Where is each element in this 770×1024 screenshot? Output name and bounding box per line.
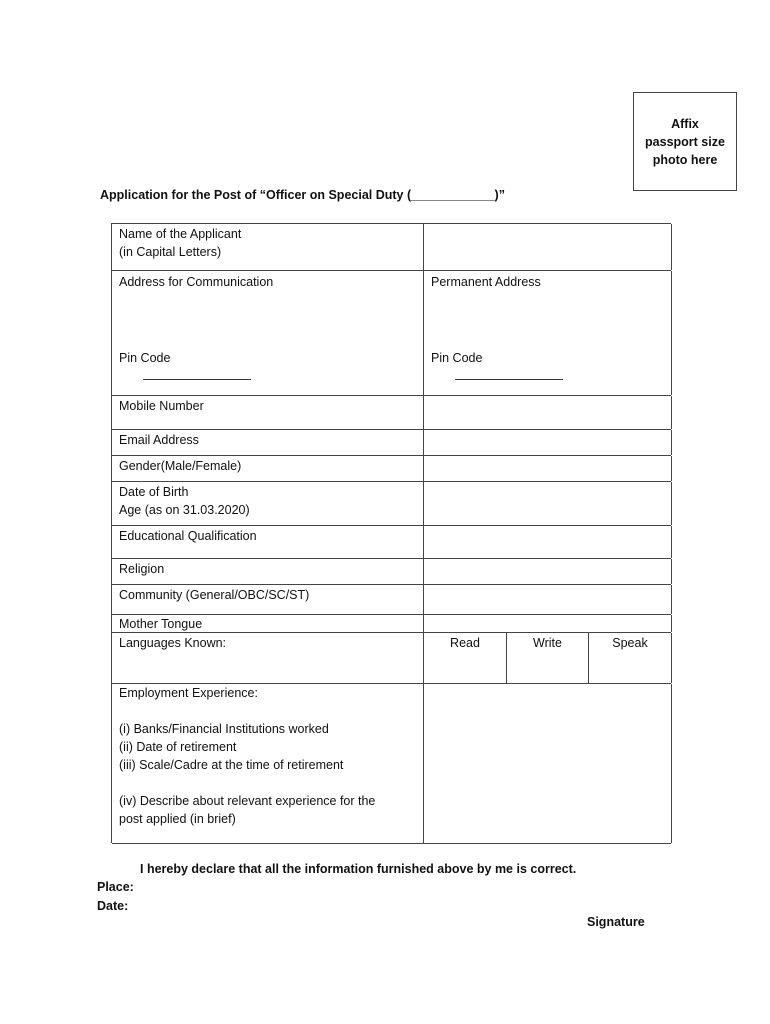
photo-box-line: passport size: [645, 134, 725, 149]
employment-item: (iii) Scale/Cadre at the time of retirement: [119, 758, 344, 772]
row-mother-tongue: [112, 615, 671, 633]
address-communication-label: Address for Communication: [119, 275, 274, 289]
education-field[interactable]: [424, 526, 672, 558]
language-read-field[interactable]: [424, 633, 507, 683]
employment-item: (iv) Describe about relevant experience for the: [119, 794, 376, 808]
religion-label-cell: [112, 559, 424, 584]
mobile-field[interactable]: [424, 396, 672, 429]
employment-field[interactable]: [424, 684, 672, 843]
row-dob: [112, 482, 671, 526]
row-gender: [112, 456, 671, 482]
passport-photo-box: [633, 92, 737, 191]
email-label: Email Address: [119, 433, 199, 447]
employment-item: (i) Banks/Financial Institutions worked: [119, 722, 329, 736]
community-field[interactable]: [424, 585, 672, 614]
languages-label-cell: [112, 633, 424, 683]
signature-label: Signature: [587, 915, 645, 929]
employment-label-cell: [112, 684, 424, 843]
row-email: [112, 430, 671, 456]
row-address: [112, 271, 671, 396]
age-label: Age (as on 31.03.2020): [119, 503, 250, 517]
language-speak-label: Speak: [612, 636, 648, 650]
row-mobile: [112, 396, 671, 430]
name-label: Name of the Applicant: [119, 227, 242, 241]
language-write-field[interactable]: [507, 633, 589, 683]
community-label-cell: [112, 585, 424, 614]
pin-code-permanent-field[interactable]: [455, 367, 563, 380]
pin-code-permanent: [431, 349, 563, 380]
gender-label: Gender(Male/Female): [119, 459, 242, 473]
mother-tongue-label: Mother Tongue: [119, 617, 203, 631]
row-religion: [112, 559, 671, 585]
place-label: Place:: [97, 880, 134, 894]
pin-code-label: Pin Code: [431, 351, 483, 365]
dob-label: Date of Birth: [119, 485, 189, 499]
form-title: Application for the Post of “Officer on Special Duty (____________)”: [100, 188, 505, 202]
row-languages: [112, 633, 671, 684]
language-read-label: Read: [450, 636, 480, 650]
community-label: Community (General/OBC/SC/ST): [119, 588, 310, 602]
pin-code-label: Pin Code: [119, 351, 171, 365]
religion-field[interactable]: [424, 559, 672, 584]
religion-label: Religion: [119, 562, 165, 576]
employment-item: post applied (in brief): [119, 812, 236, 826]
address-communication-field[interactable]: [112, 271, 424, 395]
mother-tongue-label-cell: [112, 615, 424, 632]
row-education: [112, 526, 671, 559]
gender-label-cell: [112, 456, 424, 481]
declaration-text: I hereby declare that all the information furnished above by me is correct.: [140, 862, 577, 876]
application-form-table: [111, 223, 671, 843]
email-label-cell: [112, 430, 424, 455]
name-label-note: (in Capital Letters): [119, 245, 222, 259]
languages-label: Languages Known:: [119, 636, 227, 650]
education-label: Educational Qualification: [119, 529, 257, 543]
row-name: [112, 224, 671, 271]
pin-code-communication-field[interactable]: [143, 367, 251, 380]
pin-code-communication: [119, 349, 251, 380]
row-community: [112, 585, 671, 615]
mother-tongue-field[interactable]: [424, 615, 672, 632]
employment-label: Employment Experience:: [119, 686, 258, 700]
photo-box-line: Affix: [671, 116, 699, 131]
name-field[interactable]: [424, 224, 672, 270]
language-speak-field[interactable]: [589, 633, 672, 683]
row-employment: [112, 684, 671, 844]
name-label-cell: [112, 224, 424, 270]
mobile-label-cell: [112, 396, 424, 429]
gender-field[interactable]: [424, 456, 672, 481]
mobile-label: Mobile Number: [119, 399, 204, 413]
dob-label-cell: [112, 482, 424, 525]
employment-item: (ii) Date of retirement: [119, 740, 237, 754]
dob-field[interactable]: [424, 482, 672, 525]
permanent-address-label: Permanent Address: [431, 275, 541, 289]
photo-box-line: photo here: [652, 152, 718, 167]
date-label: Date:: [97, 899, 129, 913]
education-label-cell: [112, 526, 424, 558]
permanent-address-field[interactable]: [424, 271, 672, 395]
language-write-label: Write: [533, 636, 562, 650]
email-field[interactable]: [424, 430, 672, 455]
